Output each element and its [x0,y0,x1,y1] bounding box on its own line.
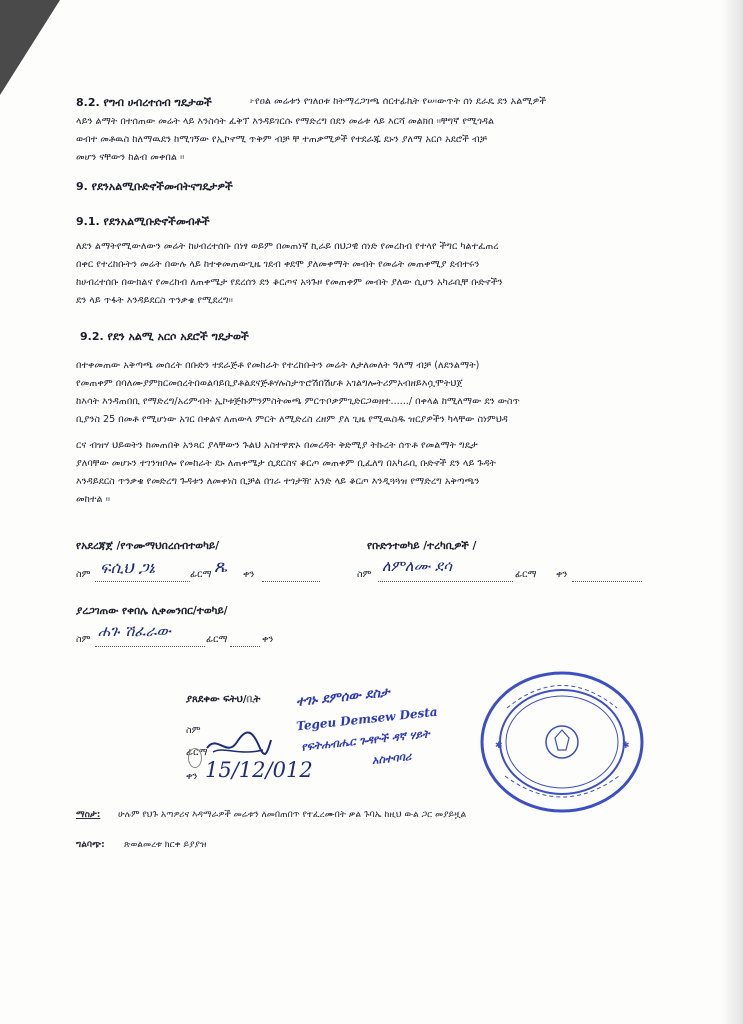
group-handwritten-name: ለምለሙ ደሳ [382,557,452,575]
stamp-title-line-2: አስተባባሪ [371,749,412,768]
section-8-2-body: ላይን ልማት በተሰጠው መሬት ላይ እንስሳት ፈቅፕ እንዳይገርሱ የማድረግ በደን መሬቱ ላይ እርሻ መልክበ ፡፡ቸግኛ የሚጎዳል ወብተ መቶዉስ ከለማዉደን ከሚገኝው የኢኮኖሚ ጥቅም ብቻ ቸ ተጠቃሚዎች የተደራጁ ደኑን ያለማ አርሶ አደሮች ብቻ መሆን ናቸውን ከልብ መቀበል ፡፡ [76,116,495,163]
approver-signature-scribble [203,728,273,760]
group-sign-label: ፊርማ [515,569,537,580]
punch-hole [188,748,202,768]
drafter-title: የአደረጃጀ /የጥሙማህበረሰብተወካይ/ [76,540,220,552]
section-9-2-heading: 9.2. የደን አልሚ አርሶ አደሮች ግዴታወች [80,330,249,343]
group-title: የቡድንተወካይ /ተረካቢዎች / [367,540,477,552]
approver-title: ያጸደቀው ፍትህ/ቢት [186,694,261,705]
svg-text:✱: ✱ [622,741,630,751]
footer-cc-label: ግልባጭ: [76,840,105,850]
group-name-label: ስም [357,569,372,580]
drafter-name-line [95,581,190,582]
approver-name-label: ስም [186,725,201,736]
section-8-2-line-1: ፦የዐል መሬቱን የገለዐቱ ከትማረጋገጫ ሰርተፊኬት የሠ፡ውጥት ሰነ ደራዴ ደን አልሚዎች [250,96,547,107]
group-date-line [572,581,642,582]
stamp-title-line: የፍትሐብሔር ጉዳዮች ዳኛ ሃይት [300,727,431,754]
verifier-name-line [95,646,205,647]
drafter-handwritten-name: ፍሲህ ጋኔ [100,558,155,577]
footer-note-text: ሁሉም የህጉ አጣዎሪና እዳማራዎች መሬቱን ለመበጠበጥ የተፈረሙበት ቃል ጉባኤ ከዚህ ውል ጋር መያይዟል [118,810,467,820]
section-9-2-body: በተቀመጠው አቅጣጫ መሰረት በቡድን ተደራጅቶ የመከራት የተረከቡትን መሬት ለታለመለት ዓለማ ብቻ (ለደንልማት) የመጠቀም በባለሙያምክርመሰረትበወልባይቢያቶልደናጅቶሃሉስታጥሮሽበሽሆቶ አገልግሎትሪምአብዘይእሷሞትህጀ ከእሳት እንዳጠበቢ የማድረግ/አረምብት ኢኮቱጅኩምንምስትመጫ ምርጥቦቃምጊድርጋወዘተ....../ በቀላል ከሚለማው ደን ውስጥ ቢያንስ 25 በመቶ የሚሆነው አገር በቀልና ለጠውላ ምርት ለሚድረስ ረዘም ያለ ጊዜ የሚዉስዱ ዝርያዎችን ካላቸው ስነምህዳ ርና ብዝሃ ህይወትን ከመጠበቅ አንጻር ያላቸውን ጉልህ አስተዋጽኦ በመረዳት ቅድሚያ ትኩረት ሰጥቶ የመልማት ግዴታ ያለባቸው መሆኑን ተገንዝቦሎ የመከራት ደኑ ለጠቀሜታ ሲደርስና ቆርጦ መጠቀም ቢፈለግ በአካራቢ ቡድኖች ደን ላይ ጉዳት እንዳይደርስ ጥንቃቄ የመድረግ ጉዳቱን ለመቀነስ ቢቻል በገራ ተጎታዥ አንድ ላይ ቆርጦ እንዲጓጓዝ የማድረግ አቅጣጫን መከተል ፡፡ [76,360,520,505]
drafter-date-label: ቀን [243,569,255,580]
drafter-signature: ጼ [214,556,228,577]
approver-sign-label: ፊርማ [186,747,208,758]
stamp-name-amharic: ተገኑ ደምሰው ደስታ [295,685,391,710]
verifier-date-label: ቀን [262,634,274,645]
official-round-seal [477,668,647,816]
verifier-title: ያረጋገጠው የቀበሌ ሊቀመንበር/ተወካይ/ [76,605,228,617]
group-date-label: ቀን [556,569,568,580]
section-9-1-heading: 9.1. የደንአልሚቡድኖችመብቶች [76,215,210,228]
approver-handwritten-date: 15/12/012 [205,758,313,782]
section-8-2-heading: 8.2. የግብ ሀብረተሰብ ግዴታወች [76,96,212,109]
group-name-line [378,581,513,582]
page-edge-shadow [721,0,743,1024]
verifier-sign-label: ፊርማ [206,634,228,645]
drafter-name-label: ስም [76,569,91,580]
drafter-sign-label: ፊርማ [190,569,212,580]
footer-note-label: ማስታ: [76,810,101,820]
section-9-heading: 9. የደንአልሚቡድኖችመብትናግዴታዎች [76,180,233,193]
folded-corner [0,0,60,95]
verifier-sign-line [230,646,260,647]
stamp-name-english: Tegeu Demsew Desta [295,704,439,734]
verifier-handwritten-name: ሐጉ ሽፈራው [98,622,171,640]
drafter-date-line [262,581,320,582]
footer-cc-text: ጽወልመረቱ ክርቀ ይያያዝ [124,840,207,850]
approver-date-label: ቀን [186,771,198,782]
verifier-name-label: ስም [76,634,91,645]
section-9-1-body: ለደን ልማትየሚውለውን መሬት ከሀብረተሰቡ በነፃ ወይም በመጠነኛ ኪራይ በህጋዊ ሰነድ የመረከብ የተላየ ችግር ካልተፈጠረ በቀር የተረከቡትን መሬት በውሉ ላይ ከተቀመጠውጊዜ ገደብ ቀደሞ ያለመቀማት መብት የመሬት መጠቀሚያ ደብተሩን ከሀብረተሰቡ በውክልና የመረከብ ለጠቀሜታ የደረሰን ደን ቆርጦና አጓጉዞ የመጠቀም መብት ያለው ሲሆን አካራቢቸ ቡድኖችን ደን ላይ ጥፋት እንዳይደርስ ጥንቃቄ የሚደረግ፡፡ [76,241,503,306]
svg-text:✱: ✱ [495,741,503,751]
